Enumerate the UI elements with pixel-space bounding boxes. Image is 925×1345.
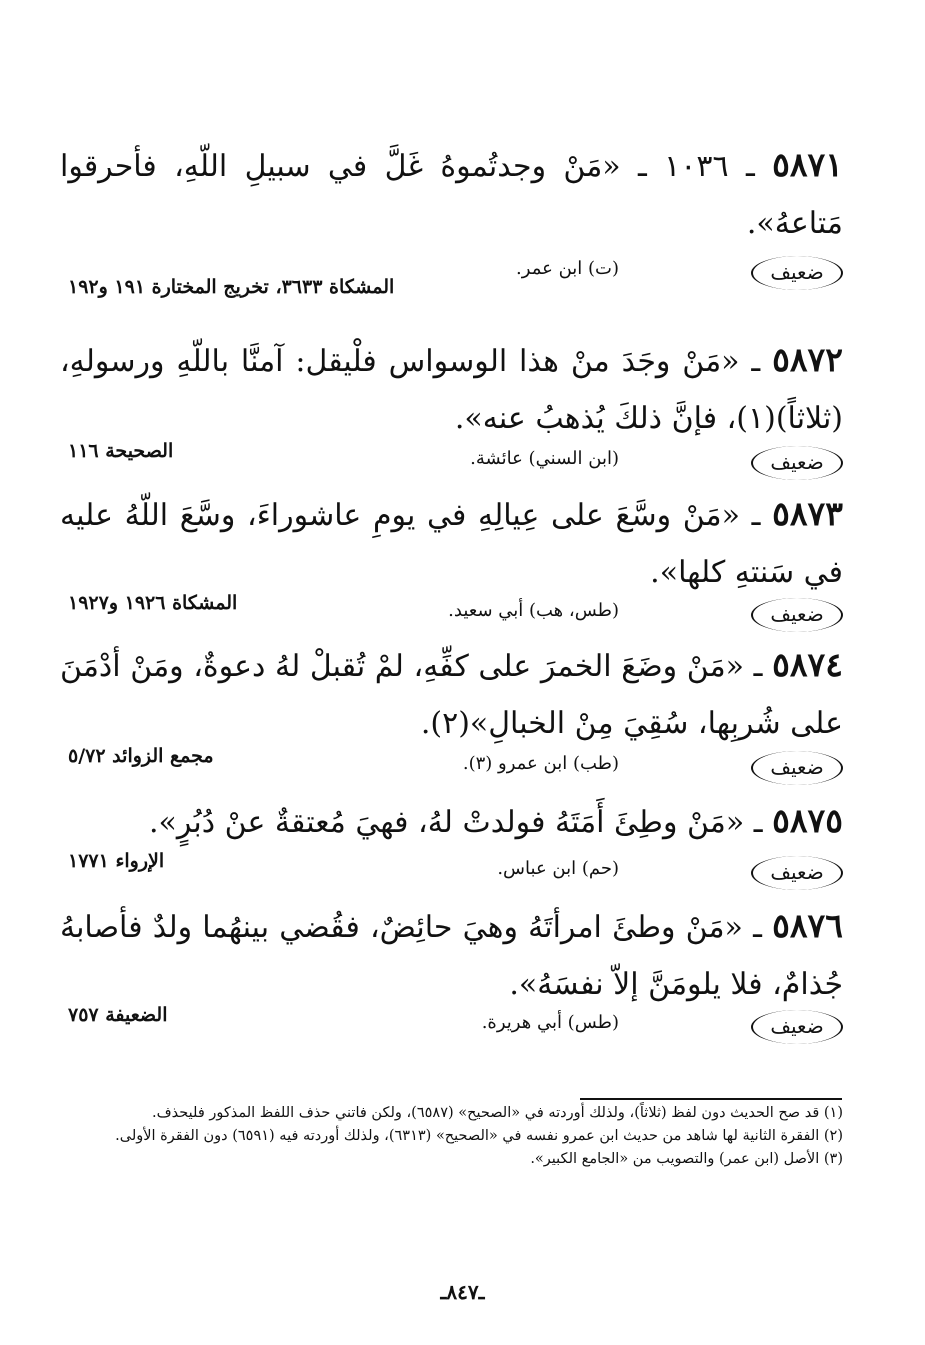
- narrator-text: (طس) أبي هريرة.: [481, 1012, 619, 1033]
- narrator-text: (طب) ابن عمرو (٣).: [462, 753, 619, 774]
- reference-text: مجمع الزوائد ٥/٧٢: [68, 745, 214, 767]
- footnote-divider: [580, 1098, 842, 1100]
- source-line-5875: [60, 850, 843, 896]
- footnote-1: (١) قد صح الحديث دون لفظ (ثلاثاً)، ولذلك أوردته في «الصحيح» (٦٥٨٧)، ولكن فاتني حذف اللفظ المذكور فليحذف.: [152, 1105, 843, 1121]
- footnote-2: (٢) الفقرة الثانية لها شاهد من حديث ابن عمرو نفسه في «الصحيح» (٦٣١٣)، ولذلك أوردته فيه (٦٥٩١) دون الفقرة الأولى.: [115, 1128, 843, 1144]
- hadith-text: ـ «مَنْ وسَّعَ على عِيالِهِ في يومِ عاشوراءَ، وسَّعَ اللّهُ عليه في سَنتهِ كلها».: [60, 498, 843, 590]
- reference-text: الضعيفة ٧٥٧: [68, 1004, 168, 1026]
- hadith-text: ـ «مَنْ وطئَ امرأتَهُ وهيَ حائِضٌ، فقُضي بينهُما ولدٌ فأصابهُ جُذامٌ، فلا يلومَنَّ إلاّ نفسَهُ».: [60, 910, 843, 1002]
- grade-badge: ضعيف: [751, 856, 843, 890]
- source-line-5873: [60, 592, 843, 638]
- hadith-text: ـ «مَنْ وضَعَ الخمرَ على كفِّهِ، لمْ تُقبلْ لهُ دعوةٌ، ومَنْ أدْمَنَ على شُربِها، سُقِيَ مِنْ الخبالِ»(٢).: [60, 649, 843, 741]
- hadith-text: ـ «مَنْ وطِئَ أَمَتَهُ فولدتْ لهُ، فهيَ مُعتقةٌ عنْ دُبُرٍ».: [148, 805, 773, 840]
- hadith-entry-5875: [60, 792, 843, 851]
- hadith-entry-5872: [60, 331, 843, 447]
- grade-badge: ضعيف: [751, 1010, 843, 1044]
- footnote-3: (٣) الأصل (ابن عمر) والتصويب من «الجامع الكبير».: [530, 1151, 843, 1167]
- hadith-text: ـ ١٠٣٦ ـ «مَنْ وجدتُموهُ غَلَّ في سبيلِ اللّهِ، فأحرقوا مَتاعهُ».: [60, 149, 843, 241]
- hadith-number: ٥٨٧٥: [772, 801, 843, 840]
- reference-text: المشكاة ٣٦٣٣، تخريج المختارة ١٩١ و١٩٢: [68, 276, 395, 298]
- hadith-number: ٥٨٧٦: [772, 906, 843, 945]
- reference-text: الصحيحة ١١٦: [68, 440, 174, 462]
- hadith-number: ٥٨٧٢: [772, 340, 843, 379]
- grade-badge: ضعيف: [751, 598, 843, 632]
- page-number: ـ٨٤٧ـ: [440, 1280, 485, 1304]
- hadith-entry-5871: [60, 136, 843, 252]
- grade-badge: ضعيف: [751, 256, 843, 290]
- narrator-text: (ابن السني) عائشة.: [470, 448, 619, 469]
- source-line-5876: [60, 1004, 843, 1050]
- grade-badge: ضعيف: [751, 446, 843, 480]
- source-line-5872: [60, 440, 843, 486]
- narrator-text: (حم) ابن عباس.: [497, 858, 619, 879]
- hadith-number: ٥٨٧١: [772, 145, 843, 184]
- hadith-entry-5874: [60, 636, 843, 752]
- footnotes: [60, 1102, 843, 1171]
- hadith-entry-5876: [60, 897, 843, 1013]
- hadith-entry-5873: [60, 485, 843, 601]
- source-line-5871: [60, 250, 843, 296]
- reference-text: المشكاة ١٩٢٦ و١٩٢٧: [68, 592, 238, 614]
- source-line-5874: [60, 745, 843, 791]
- grade-badge: ضعيف: [751, 751, 843, 785]
- narrator-text: (ت) ابن عمر.: [516, 258, 619, 279]
- hadith-number: ٥٨٧٣: [772, 494, 843, 533]
- reference-text: الإرواء ١٧٧١: [68, 850, 165, 872]
- narrator-text: (طس، هب) أبي سعيد.: [448, 600, 619, 621]
- hadith-number: ٥٨٧٤: [772, 645, 843, 684]
- hadith-text: ـ «مَنْ وجَدَ منْ هذا الوسواس فلْيقل: آمنَّا باللّهِ ورسولهِ، (ثلاثاً)(١)، فإنَّ ذلكَ يُذهبُ عنه».: [60, 344, 843, 436]
